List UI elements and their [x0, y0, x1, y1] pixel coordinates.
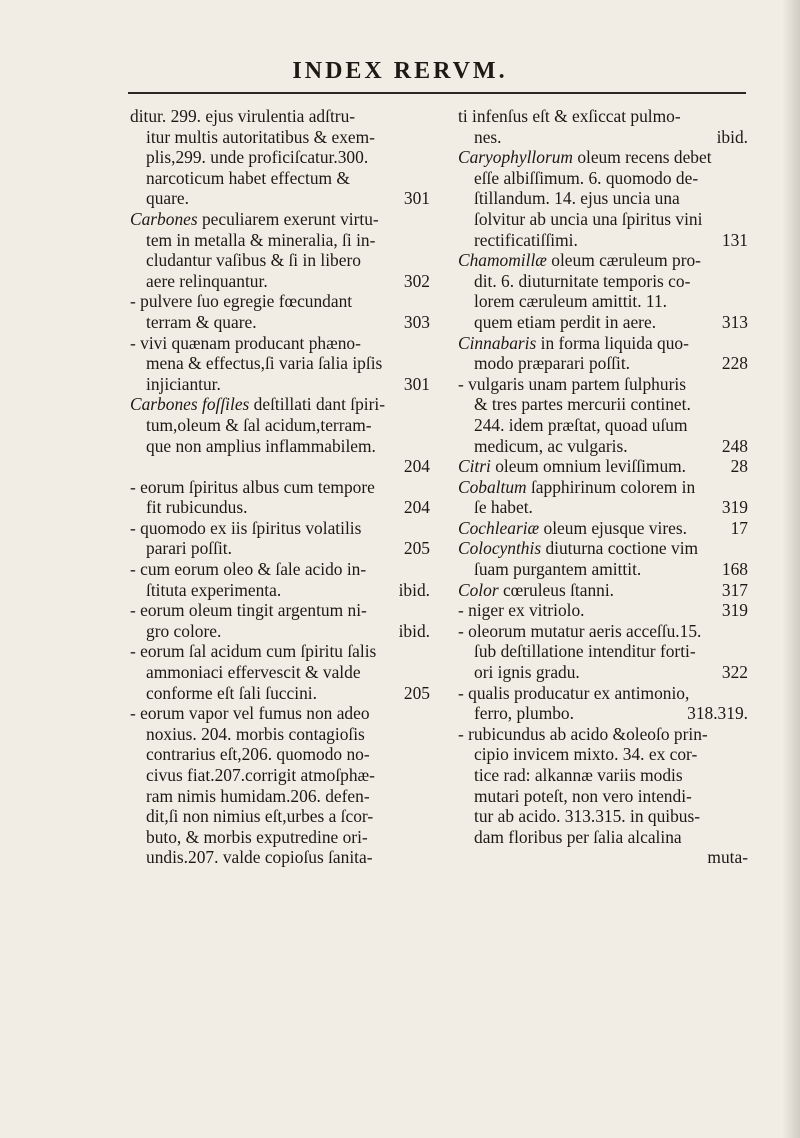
index-entry-line	[458, 641, 748, 662]
entry-page-number	[740, 724, 748, 745]
right-column	[458, 106, 748, 868]
index-entry-line	[458, 394, 748, 415]
index-entry-line	[458, 621, 748, 642]
entry-text: aere relinquantur.	[146, 270, 268, 291]
entry-text: ſolvitur ab uncia una ſpiritus vini	[474, 208, 703, 229]
entry-page-number: 318.319.	[687, 703, 748, 724]
entry-page-number	[740, 394, 748, 415]
entry-page-number	[740, 291, 748, 312]
entry-page-number	[422, 394, 430, 415]
entry-page-number	[422, 765, 430, 786]
entry-page-number	[422, 703, 430, 724]
index-entry-line	[130, 765, 430, 786]
entry-text: Cochleariæ oleum ejusque vires.	[458, 517, 687, 538]
entry-text: parari poſſit.	[146, 538, 232, 559]
index-entry-line	[458, 147, 748, 168]
entry-page-number: 319	[721, 600, 748, 621]
entry-page-number: 204	[403, 456, 430, 477]
entry-text: - eorum ſpiritus albus cum tempore	[130, 476, 375, 497]
entry-page-number: 317	[721, 579, 748, 600]
index-entry-line	[130, 353, 430, 374]
index-entry-line	[130, 209, 430, 230]
entry-text: - niger ex vitriolo.	[458, 600, 585, 621]
entry-page-number	[422, 230, 430, 251]
entry-page-number	[422, 436, 430, 457]
entry-page-number	[740, 209, 748, 230]
entry-text: dam floribus per ſalia alcalina	[474, 826, 682, 847]
entry-page-number	[740, 806, 748, 827]
entry-page-number	[422, 209, 430, 230]
entry-page-number	[422, 724, 430, 745]
entry-page-number	[422, 847, 430, 868]
entry-text: Carbones foſſiles deſtillati dant ſpiri-	[130, 394, 386, 415]
entry-text: dit. 6. diuturnitate temporis co-	[474, 270, 691, 291]
index-entry-line	[130, 806, 430, 827]
entry-text: & tres partes mercurii continet.	[474, 394, 691, 415]
index-entry-line	[130, 415, 430, 436]
entry-page-number	[740, 250, 748, 271]
entry-page-number	[740, 765, 748, 786]
index-entry-line	[130, 497, 430, 518]
entry-page-number	[422, 477, 430, 498]
index-entry-line	[458, 271, 748, 292]
entry-page-number	[422, 106, 430, 127]
entry-page-number	[422, 806, 430, 827]
entry-page-number: 17	[730, 517, 748, 538]
page-edge-shadow	[782, 0, 800, 1138]
entry-page-number	[422, 786, 430, 807]
index-entry-line	[130, 188, 430, 209]
index-entry-line	[458, 456, 748, 477]
entry-text: ſub deſtillatione intenditur forti-	[474, 641, 696, 662]
index-entry-line	[458, 765, 748, 786]
entry-page-number: 301	[403, 188, 430, 209]
entry-page-number	[422, 662, 430, 683]
entry-page-number	[422, 250, 430, 271]
entry-page-number: 302	[403, 270, 430, 291]
entry-page-number	[422, 827, 430, 848]
entry-page-number: ibid.	[398, 579, 430, 600]
index-entry-line	[458, 497, 748, 518]
index-entry-line	[458, 538, 748, 559]
entry-text: eſſe albiſſimum. 6. quomodo de-	[474, 167, 699, 188]
entry-text: contrarius eſt,206. quomodo no-	[146, 744, 370, 765]
entry-text: narcoticum habet effectum &	[146, 167, 350, 188]
entry-page-number: 131	[721, 229, 748, 250]
index-entry-line	[458, 188, 748, 209]
entry-page-number	[740, 415, 748, 436]
entry-page-number	[422, 744, 430, 765]
entry-text: - pulvere ſuo egregie fœcundant	[130, 291, 353, 312]
left-column	[130, 106, 430, 868]
entry-text: plis,299. unde proficiſcatur.300.	[146, 147, 369, 168]
index-entry-line	[130, 538, 430, 559]
index-entry-line	[458, 662, 748, 683]
entry-page-number	[740, 621, 748, 642]
entry-text: 244. idem præſtat, quoad uſum	[474, 414, 688, 435]
entry-text: tem in metalla & mineralia, ſi in-	[146, 229, 376, 250]
entry-text: ferro, plumbo.	[474, 703, 574, 724]
index-entry-line	[458, 312, 748, 333]
entry-text: nes.	[474, 126, 502, 147]
entry-text: ori ignis gradu.	[474, 662, 580, 683]
index-entry-line	[458, 786, 748, 807]
index-entry-line	[458, 291, 748, 312]
entry-page-number	[740, 271, 748, 292]
index-entry-line	[130, 477, 430, 498]
entry-page-number: 319	[721, 497, 748, 518]
entry-page-number	[422, 600, 430, 621]
entry-page-number: 168	[721, 559, 748, 580]
entry-text: quem etiam perdit in aere.	[474, 311, 657, 332]
index-entry-line	[458, 559, 748, 580]
index-entry-line	[130, 621, 430, 642]
entry-page-number: 322	[721, 662, 748, 683]
entry-text: noxius. 204. morbis contagioſis	[146, 723, 365, 744]
entry-page-number	[422, 641, 430, 662]
entry-text: ammoniaci effervescit & valde	[146, 662, 361, 683]
entry-text: mutari poteſt, non vero intendi-	[474, 785, 692, 806]
index-entry-line	[458, 847, 748, 868]
index-entry-line	[130, 291, 430, 312]
entry-page-number	[740, 641, 748, 662]
entry-text: Color cœruleus ſtanni.	[458, 579, 615, 600]
entry-text: ti infenſus eſt & exſiccat pulmo-	[458, 106, 681, 126]
index-entry-line	[458, 374, 748, 395]
entry-text: ſtituta experimenta.	[146, 579, 282, 600]
entry-text: injiciantur.	[146, 373, 221, 394]
entry-text: - oleorum mutatur aeris acceſſu.15.	[458, 620, 702, 641]
entry-text: Caryophyllorum oleum recens debet	[458, 147, 712, 168]
index-entry-line	[130, 580, 430, 601]
index-entry-line	[130, 559, 430, 580]
index-entry-line	[130, 703, 430, 724]
header-rule	[128, 92, 746, 94]
index-entry-line	[458, 518, 748, 539]
entry-page-number: 205	[403, 682, 430, 703]
index-entry-line	[458, 127, 748, 148]
entry-text: buto, & morbis exputredine ori-	[146, 826, 368, 847]
index-entry-line	[458, 353, 748, 374]
entry-text: tur ab acido. 313.315. in quibus-	[474, 806, 701, 827]
entry-page-number	[740, 786, 748, 807]
entry-page-number: 28	[730, 456, 748, 477]
entry-page-number	[740, 168, 748, 189]
entry-text: gro colore.	[146, 620, 222, 641]
entry-page-number	[422, 333, 430, 354]
index-entry-line	[458, 477, 748, 498]
entry-text: fit rubicundus.	[146, 497, 248, 518]
index-entry-line	[458, 806, 748, 827]
entry-text: modo præparari poſſit.	[474, 353, 631, 374]
entry-text: medicum, ac vulgaris.	[474, 435, 628, 456]
entry-text: - vulgaris unam partem ſulphuris	[458, 373, 686, 394]
index-entry-line	[458, 415, 748, 436]
entry-page-number: 204	[403, 497, 430, 518]
index-entry-line	[130, 374, 430, 395]
entry-text: undis.207. valde copioſus ſanita-	[146, 847, 373, 868]
entry-text: - eorum vapor vel fumus non adeo	[130, 703, 370, 724]
entry-text: cipio invicem mixto. 34. ex cor-	[474, 744, 698, 765]
entry-page-number	[422, 559, 430, 580]
index-entry-line	[458, 600, 748, 621]
index-entry-line	[458, 724, 748, 745]
index-entry-line	[458, 209, 748, 230]
index-entry-line	[130, 230, 430, 251]
index-entry-line	[130, 394, 430, 415]
index-entry-line	[458, 683, 748, 704]
index-entry-line	[458, 744, 748, 765]
entry-page-number: 303	[403, 311, 430, 332]
entry-text: Cinnabaris in forma liquida quo-	[458, 332, 689, 353]
index-entry-line	[130, 127, 430, 148]
entry-page-number	[422, 291, 430, 312]
entry-page-number	[740, 477, 748, 498]
index-entry-line	[458, 703, 748, 724]
entry-page-number	[740, 106, 748, 127]
entry-page-number	[740, 538, 748, 559]
entry-page-number: 228	[721, 353, 748, 374]
entry-text: conforme eſt ſali ſuccini.	[146, 682, 317, 703]
entry-text: ditur. 299. ejus virulentia adſtru-	[130, 106, 356, 126]
entry-text: civus fiat.207.corrigit atmoſphæ-	[146, 765, 375, 785]
index-entry-line	[130, 147, 430, 168]
entry-page-number	[422, 518, 430, 539]
index-entry-line	[458, 827, 748, 848]
index-entry-line	[130, 827, 430, 848]
entry-page-number	[740, 683, 748, 704]
entry-page-number	[422, 127, 430, 148]
index-entry-line	[130, 600, 430, 621]
index-entry-line	[458, 230, 748, 251]
index-entry-line	[130, 106, 430, 127]
index-entry-line	[458, 333, 748, 354]
index-entry-line	[130, 786, 430, 807]
index-entry-line	[130, 312, 430, 333]
entry-page-number: 248	[721, 435, 748, 456]
index-entry-line	[130, 683, 430, 704]
entry-text: lorem cæruleum amittit. 11.	[474, 291, 668, 312]
entry-text: tum,oleum & ſal acidum,terram-	[146, 414, 372, 435]
entry-text: ſuam purgantem amittit.	[474, 559, 642, 580]
index-entry-line	[130, 724, 430, 745]
entry-text: - vivi quænam producant phæno-	[130, 332, 361, 353]
entry-text: rectificatiſſimi.	[474, 229, 578, 250]
entry-text: Colocynthis diuturna coctione vim	[458, 538, 699, 559]
index-entry-line	[130, 744, 430, 765]
entry-page-number	[422, 147, 430, 168]
index-entry-line	[458, 250, 748, 271]
entry-text: quare.	[146, 188, 189, 209]
entry-text: mena & effectus,ſi varia ſalia ipſis	[146, 353, 383, 374]
entry-page-number: 301	[403, 373, 430, 394]
index-entry-line	[130, 847, 430, 868]
entry-text: - rubicundus ab acido &oleoſo prin-	[458, 723, 708, 744]
page-header: INDEX RERVM.	[292, 58, 508, 84]
index-entry-line	[130, 518, 430, 539]
entry-text: Citri oleum omnium leviſſimum.	[458, 456, 687, 477]
entry-text: Chamomillæ oleum cæruleum pro-	[458, 250, 701, 271]
index-entry-line	[130, 456, 430, 477]
entry-page-number: ibid.	[716, 126, 748, 147]
entry-text: ſtillandum. 14. ejus uncia una	[474, 188, 680, 209]
index-entry-line	[130, 662, 430, 683]
entry-page-number: ibid.	[398, 620, 430, 641]
entry-text: - cum eorum oleo & ſale acido in-	[130, 559, 367, 580]
entry-page-number	[422, 353, 430, 374]
entry-page-number	[422, 168, 430, 189]
entry-page-number: 313	[721, 311, 748, 332]
index-entry-line	[130, 271, 430, 292]
entry-text: itur multis autoritatibus & exem-	[146, 126, 375, 147]
index-entry-line	[458, 106, 748, 127]
index-entry-line	[130, 168, 430, 189]
index-entry-line	[458, 436, 748, 457]
entry-page-number	[422, 415, 430, 436]
entry-text: cludantur vaſibus & ſi in libero	[146, 250, 361, 271]
entry-text: ram nimis humidam.206. defen-	[146, 785, 370, 806]
entry-page-number	[740, 374, 748, 395]
entry-text: tice rad: alkannæ variis modis	[474, 765, 683, 785]
entry-page-number: 205	[403, 538, 430, 559]
entry-page-number	[740, 147, 748, 168]
entry-text: Carbones peculiarem exerunt virtu-	[130, 208, 379, 229]
entry-text: terram & quare.	[146, 311, 257, 332]
entry-text: muta-	[707, 847, 748, 868]
entry-page-number	[740, 744, 748, 765]
index-entry-line	[458, 168, 748, 189]
index-entry-line	[458, 580, 748, 601]
entry-text: - eorum oleum tingit argentum ni-	[130, 600, 367, 621]
entry-text: ſe habet.	[474, 497, 533, 518]
index-entry-line	[130, 436, 430, 457]
entry-text: - quomodo ex iis ſpiritus volatilis	[130, 517, 362, 538]
index-entry-line	[130, 250, 430, 271]
entry-text: - eorum ſal acidum cum ſpiritu ſalis	[130, 641, 377, 662]
index-entry-line	[130, 641, 430, 662]
entry-text: dit,ſi non nimius eſt,urbes a ſcor-	[146, 806, 374, 827]
entry-text: - qualis producatur ex antimonio,	[458, 682, 690, 703]
entry-page-number	[740, 333, 748, 354]
index-entry-line	[130, 333, 430, 354]
entry-page-number	[740, 827, 748, 848]
entry-page-number	[740, 188, 748, 209]
entry-text: Cobaltum ſapphirinum colorem in	[458, 476, 696, 497]
entry-text: que non amplius inflammabilem.	[146, 435, 376, 456]
